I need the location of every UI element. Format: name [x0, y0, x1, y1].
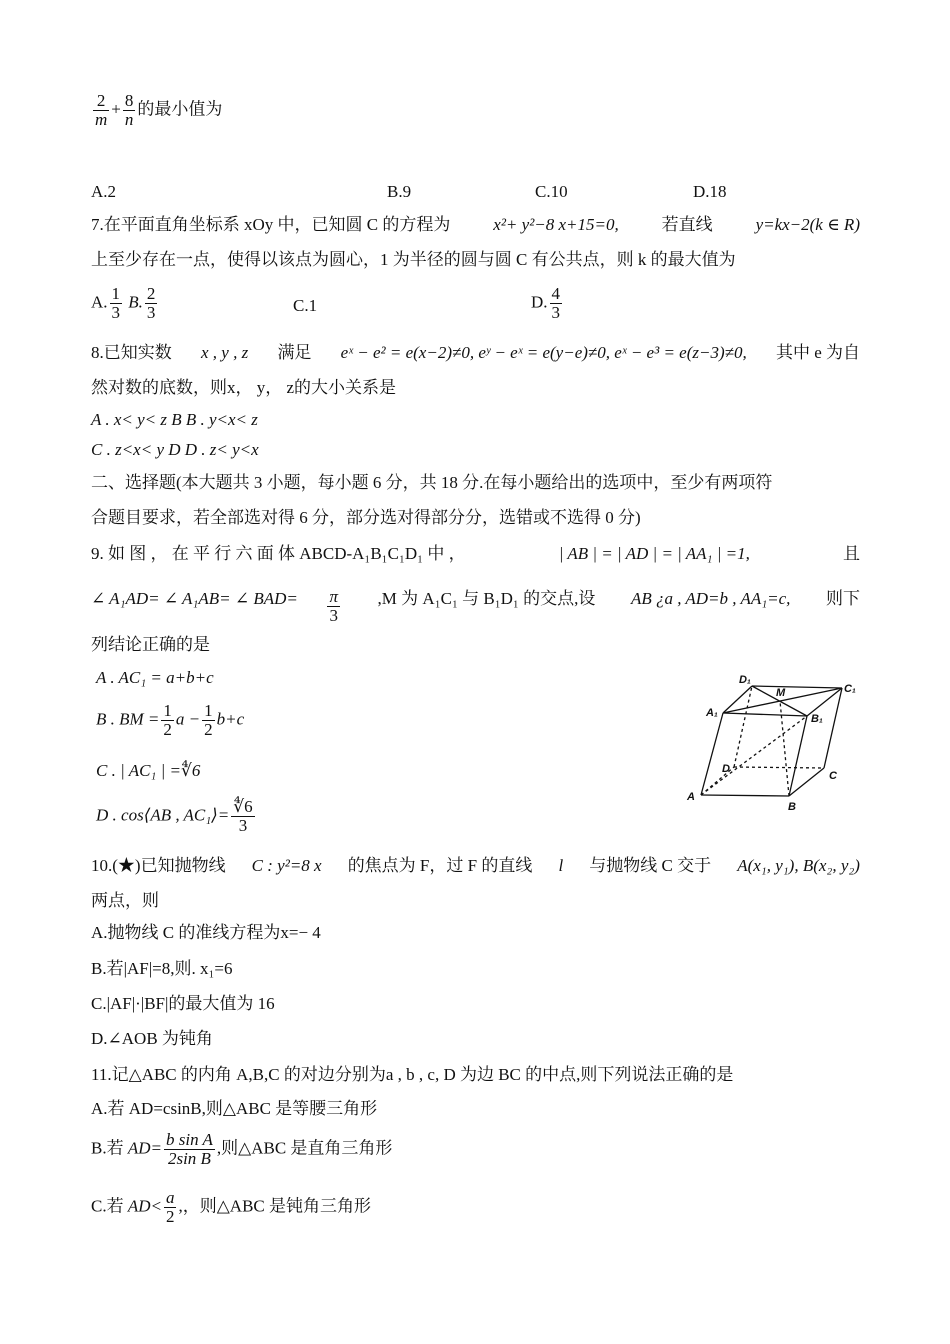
label-C1: C₁ — [844, 683, 856, 695]
label-D1: D₁ — [739, 674, 751, 686]
edge-aa1 — [701, 713, 723, 795]
q7-line-1: 7.在平面直角坐标系 xOy 中，已知圆 C 的方程为 x²+ y²−8 x+15=0, 若直线 y=kx−2(k ∈ R) — [91, 215, 860, 234]
q9-option-c: C . | AC₁ | =∜6 — [96, 761, 201, 780]
edge-dd1 — [734, 686, 752, 767]
label-M: M — [776, 687, 786, 699]
q10-option-b: B.若|AF|=8,则. x₁=6 — [91, 959, 233, 978]
edge-dc — [734, 767, 824, 768]
fraction: $\frac{8}{n}$ — [124, 91, 134, 129]
q7-options-ab: A. $\frac{1}{3}$ B. $\frac{2}{3}$ — [91, 284, 156, 322]
edge-ab — [701, 795, 789, 796]
label-D: D — [722, 763, 730, 775]
q7-option-d: D. $\frac{4}{3}$ — [531, 284, 561, 322]
q10-option-d: D.∠AOB 为钝角 — [91, 1029, 213, 1048]
q7-option-c: C.1 — [293, 296, 318, 315]
q8-options-ab: A . x< y< z B B . y<x< z — [91, 410, 258, 429]
q9-line-3: 列结论正确的是 — [91, 635, 210, 654]
q10-option-a: A.抛物线 C 的准线方程为x=− 4 — [91, 923, 321, 942]
label-A1: A₁ — [706, 707, 718, 719]
q9-option-d: D . cos⟨AB , AC₁⟩= $\frac{∜6}{3}$ — [96, 797, 253, 835]
q8-options-cd: C . z<x< y D D . z< y<x — [91, 440, 259, 459]
q11-option-a: A.若 AD=csinB,则△ABC 是等腰三角形 — [91, 1099, 378, 1118]
q6-option-a: A.2 — [91, 182, 117, 201]
q11-option-c: C.若 AD< $\frac{a}{2}$ ,，则△ABC 是钝角三角形 — [91, 1188, 372, 1226]
section2-heading-1: 二、选择题(本大题共 3 小题，每小题 6 分，共 18 分.在每小题给出的选项中，至少有两项符 — [91, 473, 773, 492]
q6-option-b: B.9 — [387, 182, 412, 201]
q6-option-d: D.18 — [693, 182, 727, 201]
diag-ab1 — [701, 716, 807, 795]
q8-line-1: 8.已知实数 x , y , z 满足 eˣ − e² = e(x−2)≠0, eʸ − eˣ = e(y−e)≠0, eˣ − e³ = e(z−3)≠0, 其中 e 为自 — [91, 343, 860, 362]
q9-line-2: ∠ A₁AD= ∠ A₁AB= ∠ BAD= $\frac{\pi}{3}$ ,M 为 A₁C₁ 与 B₁D₁ 的交点,设 AB ¿a , AD=b , AA₁=c, 则下 — [91, 587, 860, 625]
q6-option-c: C.10 — [535, 182, 568, 201]
label-C: C — [829, 770, 837, 782]
q10-line-1: 10.(★)已知抛物线 C : y²=8 x 的焦点为 F，过 F 的直线 l 与抛物线 C 交于 A(x₁, y₁), B(x₂, y₂) — [91, 856, 860, 875]
q9-option-a: A . AC₁ = a+b+c — [96, 668, 214, 687]
q10-line-2: 两点，则 — [91, 891, 159, 910]
q9-option-b: B . BM = $\frac{1}{2}$ a − $\frac{1}{2}$ b+c — [96, 701, 245, 739]
q9-line-1: 9. 如 图 ， 在 平 行 六 面 体 ABCD-A₁B₁C₁D₁ 中 ， | AB | = | AD | = | AA₁ | =1, 且 — [91, 544, 860, 563]
section2-heading-2: 合题目要求，若全部选对得 6 分，部分选对得部分分，选错或不选得 0 分) — [91, 508, 641, 527]
q7-line-2: 上至少存在一点，使得以该点为圆心，1 为半径的圆与圆 C 有公共点，则 k 的最大值为 — [91, 250, 736, 269]
q10-option-c: C.|AF|·|BF|的最大值为 16 — [91, 994, 275, 1013]
label-B: B — [788, 801, 796, 813]
q8-line-2: 然对数的底数，则x， y， z的大小关系是 — [91, 378, 397, 397]
edge-d1c1 — [752, 686, 842, 688]
label-B1: B₁ — [811, 713, 823, 725]
q6-stem-tail: $\frac{2}{m}$ + $\frac{8}{n}$ 的最小值为 — [95, 91, 223, 129]
parallelepiped-figure — [683, 668, 858, 813]
edge-a1d1 — [723, 686, 752, 713]
edge-a1b1 — [723, 713, 807, 716]
q11-line-1: 11.记△ABC 的内角 A,B,C 的对边分别为a , b , c, D 为边 BC 的中点,则下列说法正确的是 — [91, 1065, 734, 1084]
q11-option-b: B.若 AD= $\frac{\text{b sin A}}{\text{2sin B}}$ ,则△ABC 是直角三角形 — [91, 1130, 393, 1168]
fraction: $\frac{2}{m}$ — [95, 91, 108, 129]
label-A: A — [687, 791, 695, 803]
